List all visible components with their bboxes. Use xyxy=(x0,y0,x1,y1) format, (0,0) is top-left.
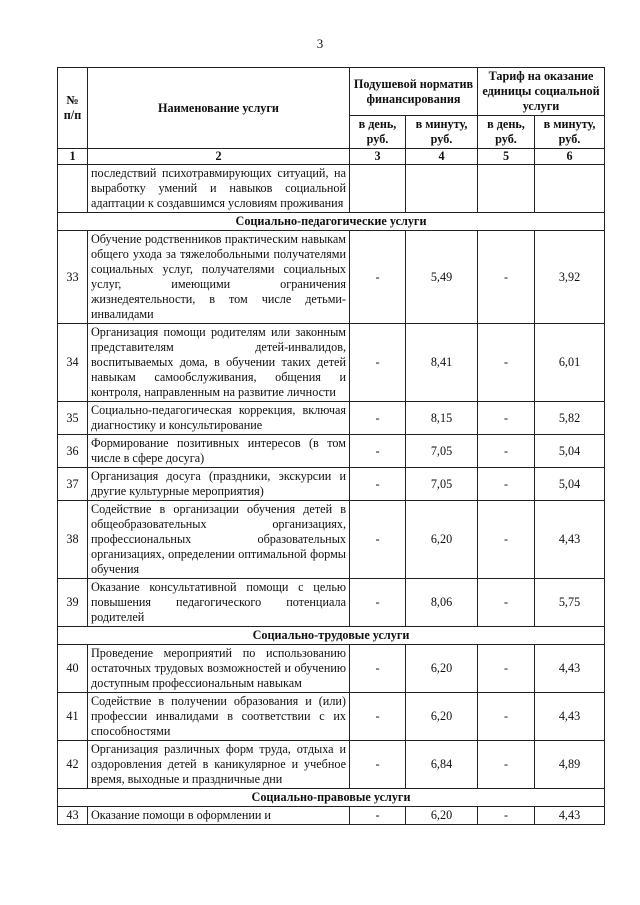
table-row xyxy=(58,402,605,435)
per-day-financing: - xyxy=(350,579,406,627)
service-name: Формирование позитивных интересов (в том числе в сфере досуга) xyxy=(88,435,350,468)
service-name: Оказание помощи в оформлении и xyxy=(88,807,350,825)
header-num: № п/п xyxy=(58,68,88,149)
row-number xyxy=(58,165,88,213)
service-name: Проведение мероприятий по использованию остаточных трудовых возможностей и обучению доступным профессиональным навыкам xyxy=(88,645,350,693)
per-day-financing: - xyxy=(350,693,406,741)
table-row xyxy=(58,645,605,693)
table-row xyxy=(58,324,605,402)
per-day-financing: - xyxy=(350,741,406,789)
header-per-minute: в минуту, руб. xyxy=(406,116,478,149)
per-day-tariff: - xyxy=(478,435,535,468)
per-minute-financing: 6,20 xyxy=(406,807,478,825)
row-number: 33 xyxy=(58,231,88,324)
per-minute-tariff: 5,75 xyxy=(535,579,605,627)
header-per-minute: в минуту, руб. xyxy=(535,116,605,149)
row-number: 43 xyxy=(58,807,88,825)
row-number: 34 xyxy=(58,324,88,402)
per-minute-financing: 6,84 xyxy=(406,741,478,789)
per-day-tariff: - xyxy=(478,231,535,324)
per-minute-tariff: 5,04 xyxy=(535,468,605,501)
per-minute-tariff: 5,82 xyxy=(535,402,605,435)
per-day-financing: - xyxy=(350,231,406,324)
header-group-tariff: Тариф на оказание единицы социальной услуги xyxy=(478,68,605,116)
table-row xyxy=(58,435,605,468)
header-group-financing: Подушевой норматив финансирования xyxy=(350,68,478,116)
column-number: 3 xyxy=(350,149,406,165)
per-minute-financing: 7,05 xyxy=(406,435,478,468)
per-day-financing: - xyxy=(350,501,406,579)
per-minute-tariff: 4,89 xyxy=(535,741,605,789)
per-minute-tariff: 4,43 xyxy=(535,807,605,825)
service-name: Содействие в организации обучения детей в общеобразовательных организациях, профессиональных образовательных организациях, определении оптимальной формы обучения xyxy=(88,501,350,579)
per-day-financing: - xyxy=(350,645,406,693)
service-name: Организация досуга (праздники, экскурсии и другие культурные мероприятия) xyxy=(88,468,350,501)
per-minute-tariff: 6,01 xyxy=(535,324,605,402)
header-per-day: в день, руб. xyxy=(478,116,535,149)
table-row xyxy=(58,741,605,789)
per-day-tariff: - xyxy=(478,402,535,435)
column-number: 4 xyxy=(406,149,478,165)
row-number: 38 xyxy=(58,501,88,579)
service-name: Обучение родственников практическим навыкам общего ухода за тяжелобольными получателями социальных услуг, получателями социальных услуг, имеющими ограничения жизнедеятельности, в том числе детьми-инвалидами xyxy=(88,231,350,324)
table-row xyxy=(58,468,605,501)
per-day-financing: - xyxy=(350,468,406,501)
per-day-tariff: - xyxy=(478,645,535,693)
row-number: 41 xyxy=(58,693,88,741)
per-day-tariff: - xyxy=(478,807,535,825)
services-table xyxy=(57,67,605,825)
per-day-tariff: - xyxy=(478,741,535,789)
per-minute-tariff: 4,43 xyxy=(535,645,605,693)
per-minute-tariff: 3,92 xyxy=(535,231,605,324)
service-name: Организация различных форм труда, отдыха и оздоровления детей в каникулярное и учебное время, выходные и праздничные дни xyxy=(88,741,350,789)
per-minute-financing: 6,20 xyxy=(406,693,478,741)
per-minute-financing: 5,49 xyxy=(406,231,478,324)
per-day-financing: - xyxy=(350,807,406,825)
per-day-tariff: - xyxy=(478,693,535,741)
per-minute-tariff xyxy=(535,165,605,213)
column-number: 5 xyxy=(478,149,535,165)
per-minute-financing: 6,20 xyxy=(406,501,478,579)
per-day-tariff: - xyxy=(478,468,535,501)
row-number: 36 xyxy=(58,435,88,468)
per-minute-financing: 8,06 xyxy=(406,579,478,627)
table-row xyxy=(58,165,605,213)
table-row xyxy=(58,579,605,627)
service-name: Организация помощи родителям или законным представителям детей-инвалидов, воспитываемых дома, в обучении таких детей навыкам самообслуживания, общения и контроля, направленным на развитие личности xyxy=(88,324,350,402)
per-minute-tariff: 5,04 xyxy=(535,435,605,468)
page-number: 3 xyxy=(316,36,324,51)
row-number: 40 xyxy=(58,645,88,693)
per-day-tariff xyxy=(478,165,535,213)
table-row xyxy=(58,693,605,741)
section-title: Социально-правовые услуги xyxy=(58,789,605,807)
per-day-tariff: - xyxy=(478,501,535,579)
header-name: Наименование услуги xyxy=(88,68,350,149)
per-day-tariff: - xyxy=(478,579,535,627)
per-minute-financing: 7,05 xyxy=(406,468,478,501)
header-per-day: в день, руб. xyxy=(350,116,406,149)
table-row xyxy=(58,807,605,825)
section-title: Социально-трудовые услуги xyxy=(58,627,605,645)
per-day-financing: - xyxy=(350,402,406,435)
row-number: 42 xyxy=(58,741,88,789)
service-name: Оказание консультативной помощи с целью повышения педагогического потенциала родителей xyxy=(88,579,350,627)
column-number: 6 xyxy=(535,149,605,165)
per-minute-financing: 6,20 xyxy=(406,645,478,693)
row-number: 39 xyxy=(58,579,88,627)
table-row xyxy=(58,501,605,579)
service-name: Содействие в получении образования и (или) профессии инвалидами в соответствии с их способностями xyxy=(88,693,350,741)
row-number: 37 xyxy=(58,468,88,501)
per-day-financing: - xyxy=(350,324,406,402)
service-name: Социально-педагогическая коррекция, включая диагностику и консультирование xyxy=(88,402,350,435)
per-minute-tariff: 4,43 xyxy=(535,693,605,741)
section-title: Социально-педагогические услуги xyxy=(58,213,605,231)
column-number: 1 xyxy=(58,149,88,165)
per-minute-financing: 8,41 xyxy=(406,324,478,402)
per-day-financing: - xyxy=(350,435,406,468)
per-day-tariff: - xyxy=(478,324,535,402)
per-minute-tariff: 4,43 xyxy=(535,501,605,579)
column-number: 2 xyxy=(88,149,350,165)
per-minute-financing xyxy=(406,165,478,213)
table-row xyxy=(58,231,605,324)
per-minute-financing: 8,15 xyxy=(406,402,478,435)
row-number: 35 xyxy=(58,402,88,435)
service-name: последствий психотравмирующих ситуаций, на выработку умений и навыков социальной адаптации к создавшимся условиям проживания xyxy=(88,165,350,213)
per-day-financing xyxy=(350,165,406,213)
